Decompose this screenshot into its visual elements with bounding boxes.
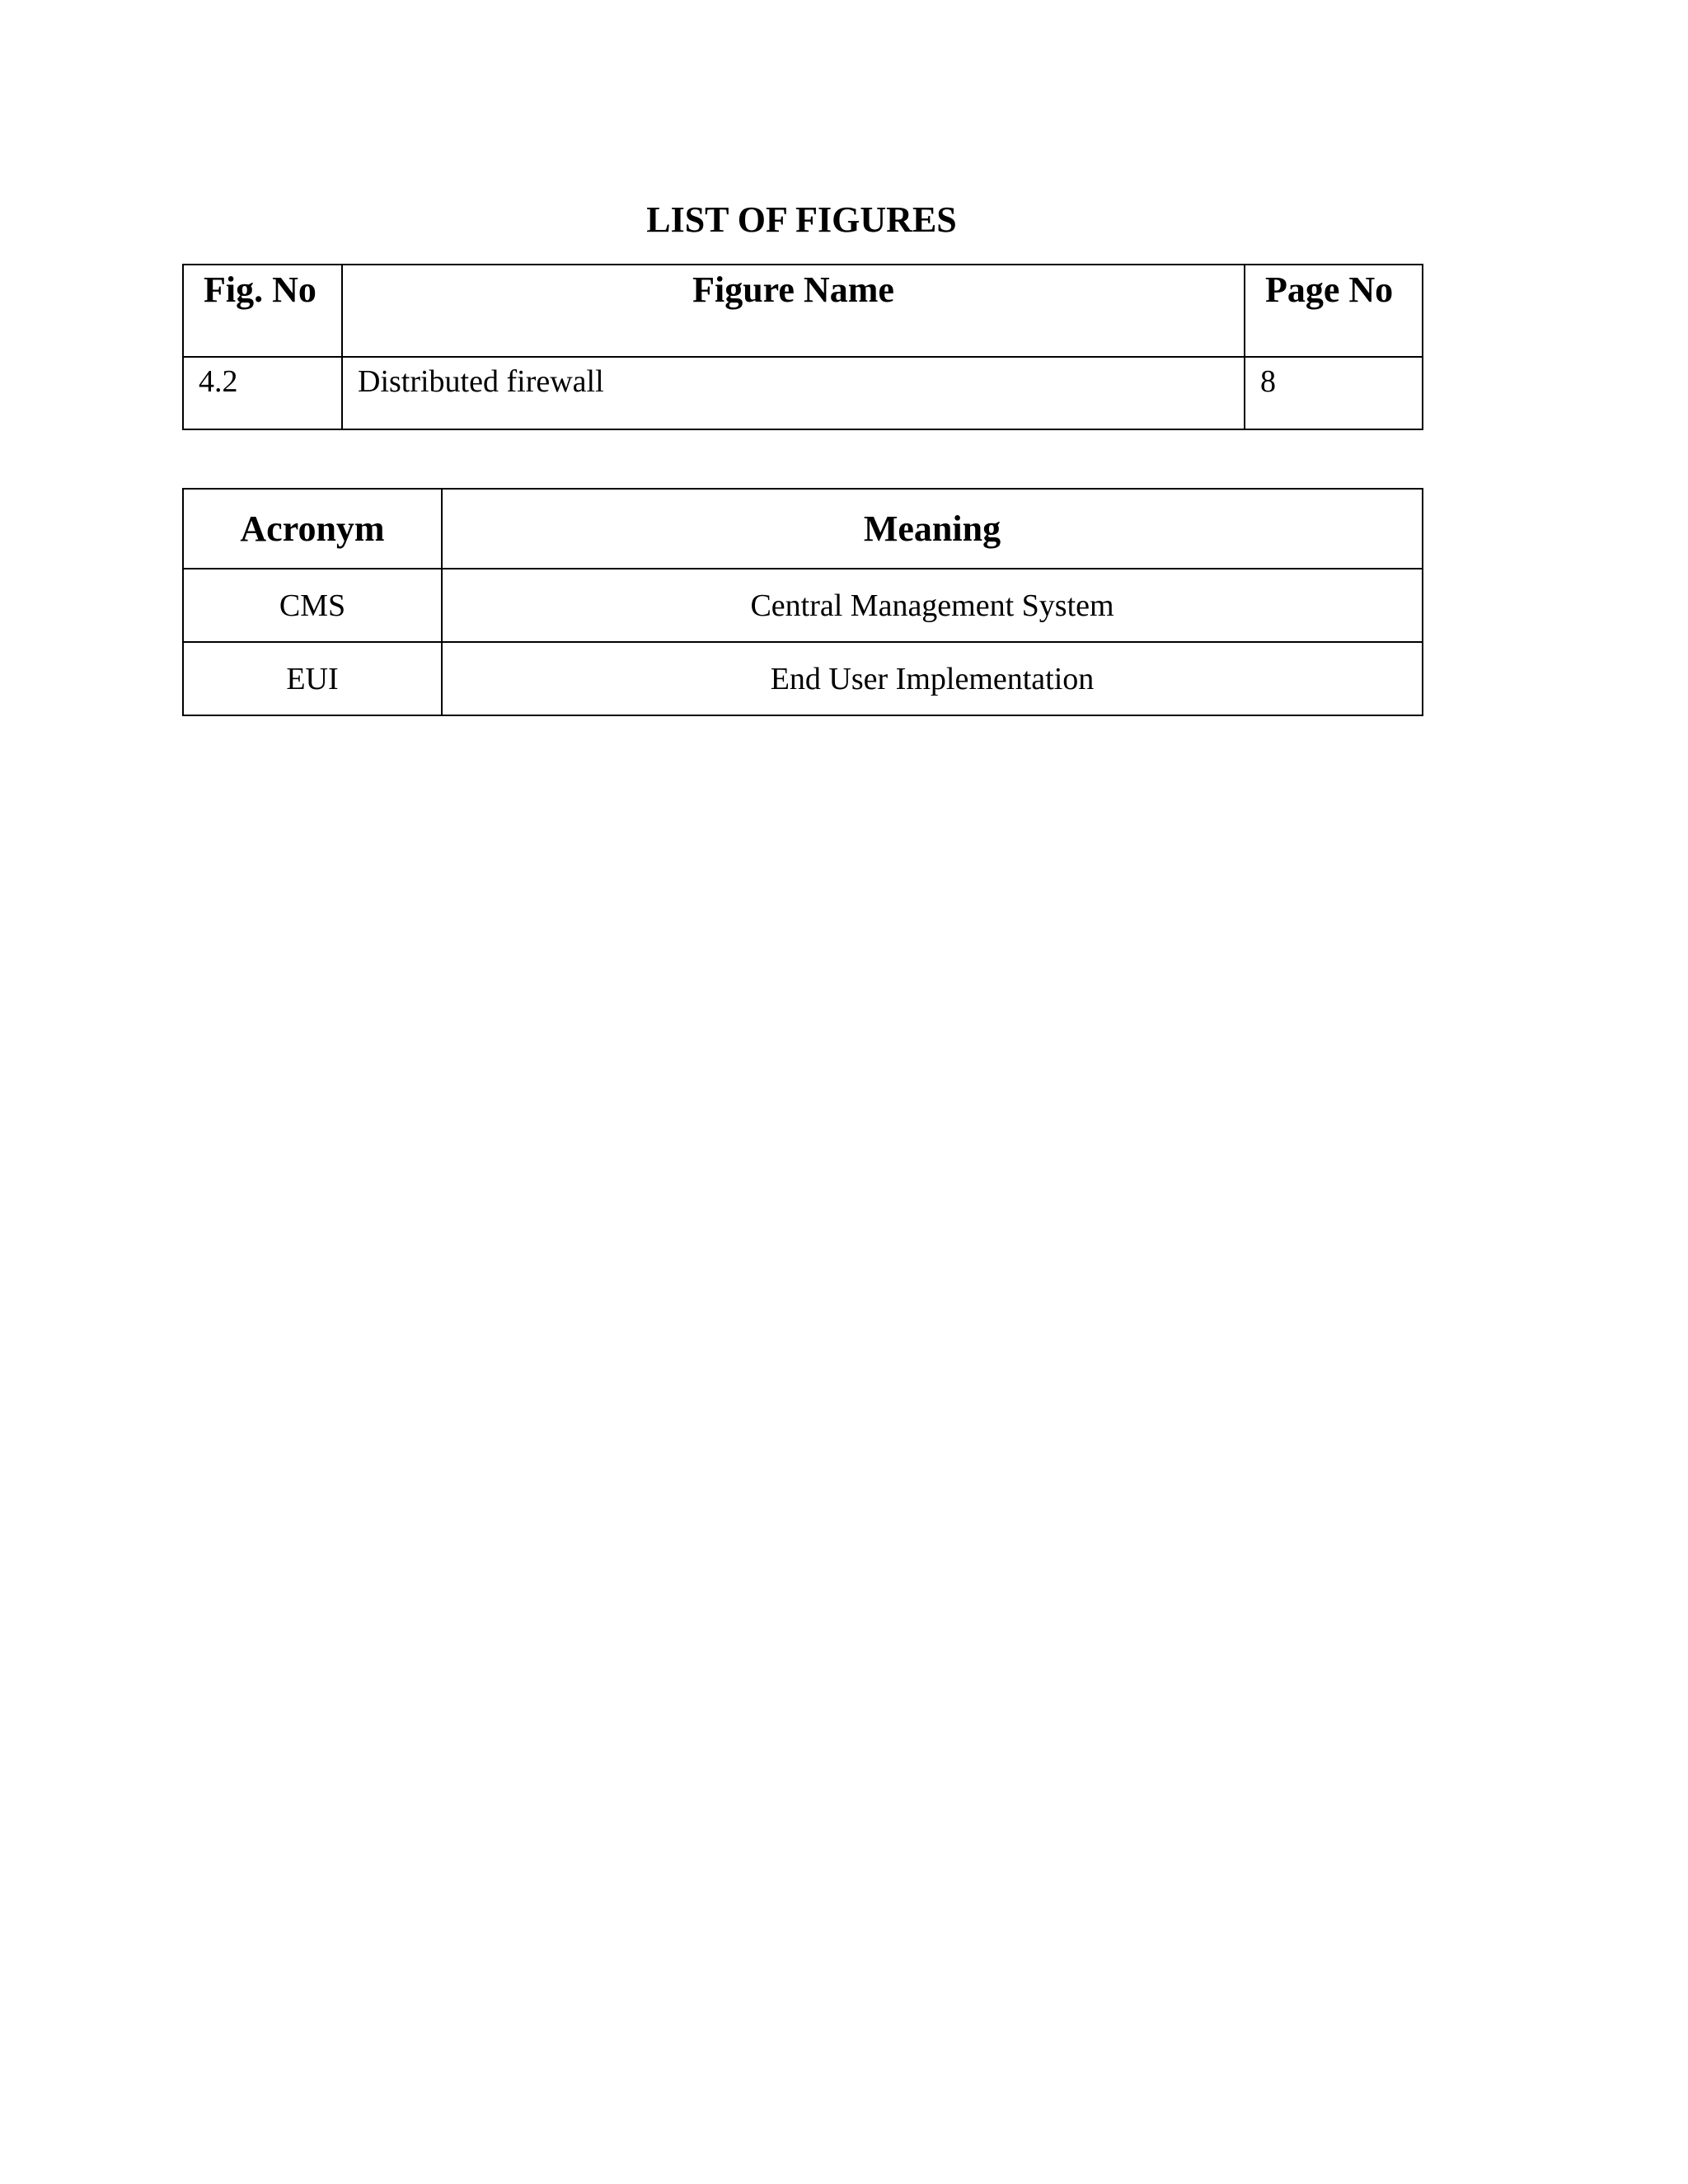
figures-header-row xyxy=(183,265,1423,357)
acronym-header: Acronym xyxy=(183,489,442,569)
page-no-cell: 8 xyxy=(1245,357,1423,429)
figure-name-cell: Distributed firewall xyxy=(342,357,1245,429)
acronym-cell: EUI xyxy=(183,642,442,715)
acronyms-table xyxy=(182,488,1423,716)
meaning-cell: End User Implementation xyxy=(442,642,1423,715)
figure-name-header: Figure Name xyxy=(342,265,1245,357)
acronyms-header-row xyxy=(183,489,1423,569)
meaning-cell: Central Management System xyxy=(442,569,1423,642)
table-row xyxy=(183,642,1423,715)
fig-no-header: Fig. No xyxy=(183,265,342,357)
table-row xyxy=(183,569,1423,642)
figures-table xyxy=(182,264,1423,430)
table-row xyxy=(183,357,1423,429)
page-title: LIST OF FIGURES xyxy=(646,199,957,240)
page-no-header: Page No xyxy=(1245,265,1423,357)
acronym-cell: CMS xyxy=(183,569,442,642)
meaning-header: Meaning xyxy=(442,489,1423,569)
fig-no-cell: 4.2 xyxy=(183,357,342,429)
